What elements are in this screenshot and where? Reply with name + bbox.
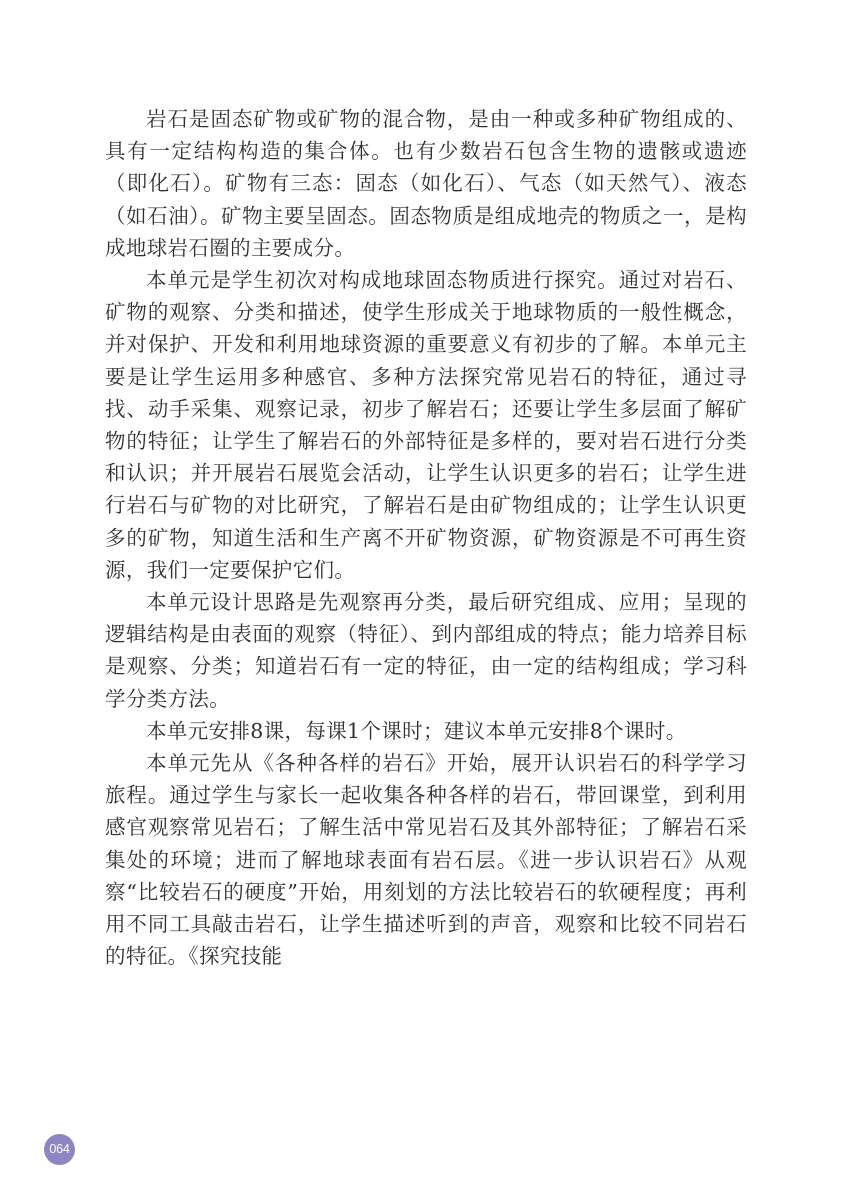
document-body (105, 103, 747, 972)
paragraph-design-approach: 本单元设计思路是先观察再分类，最后研究组成、应用；呈现的逻辑结构是由表面的观察（特征）、到内部组成的特点；能力培养目标是观察、分类；知道岩石有一定的特征，由一定的结构组成；学习科学分类方法。 (105, 590, 747, 711)
paragraph-lesson-sequence: 本单元先从《各种各样的岩石》开始，展开认识岩石的科学学习旅程。通过学生与家长一起收集各种各样的岩石，带回课堂，到利用感官观察常见岩石；了解生活中常见岩石及其外部特征；了解岩石采集处的环境；进而了解地球表面有岩石层。《进一步认识岩石》从观察“比较岩石的硬度”开始，用刻划的方法比较岩石的软硬程度；再利用不同工具敲击岩石，让学生描述听到的声音，观察和比较不同岩石的特征。《探究技能 (105, 751, 747, 969)
paragraph-lesson-schedule: 本单元安排8课，每课1个课时；建议本单元安排8个课时。 (146, 718, 687, 743)
paragraph-rock-definition: 岩石是固态矿物或矿物的混合物，是由一种或多种矿物组成的、具有一定结构构造的集合体。也有少数岩石包含生物的遗骸或遗迹（即化石）。矿物有三态：固态（如化石）、气态（如天然气）、液态（如石油）。矿物主要呈固态。固态物质是组成地壳的物质之一，是构成地球岩石圈的主要成分。 (105, 107, 747, 260)
paragraph-unit-overview: 本单元是学生初次对构成地球固态物质进行探究。通过对岩石、矿物的观察、分类和描述，使学生形成关于地球物质的一般性概念，并对保护、开发和利用地球资源的重要意义有初步的了解。本单元主要是让学生运用多种感官、多种方法探究常见岩石的特征，通过寻找、动手采集、观察记录，初步了解岩石；还要让学生多层面了解矿物的特征；让学生了解岩石的外部特征是多样的，要对岩石进行分类和认识；并开展岩石展览会活动，让学生认识更多的岩石；让学生进行岩石与矿物的对比研究，了解岩石是由矿物组成的；让学生认识更多的矿物，知道生活和生产离不开矿物资源，矿物资源是不可再生资源，我们一定要保护它们。 (105, 268, 747, 582)
page-number-badge: 064 (44, 1134, 75, 1165)
